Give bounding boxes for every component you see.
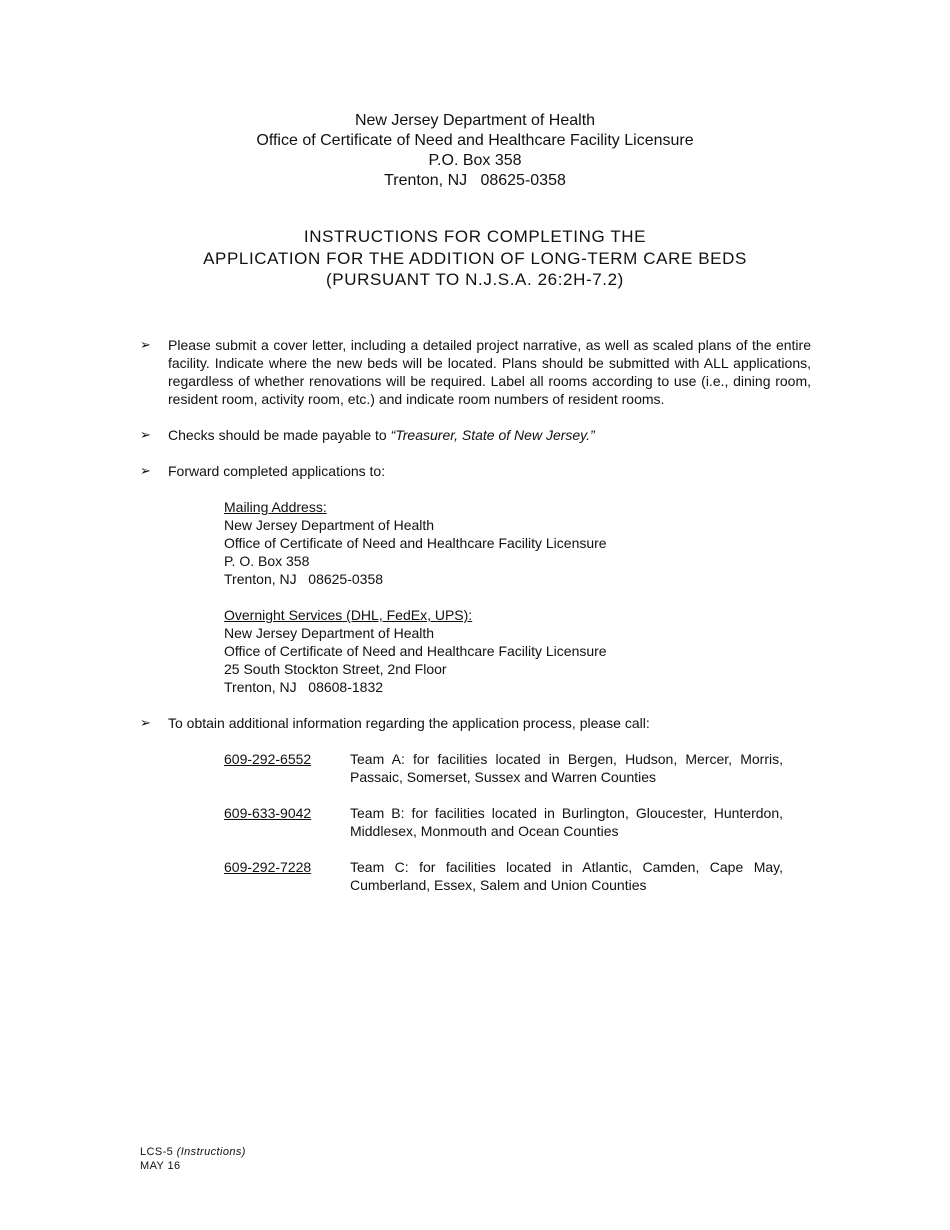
mailing-address-line: P. O. Box 358 bbox=[224, 553, 310, 569]
overnight-address-heading: Overnight Services (DHL, FedEx, UPS): bbox=[224, 607, 473, 623]
overnight-address-line: Trenton, NJ 08608-1832 bbox=[224, 679, 384, 695]
phone-team-description: Team C: for facilities located in Atlantic, Camden, Cape May, Cumberland, Essex, Salem and Union Counties bbox=[350, 859, 783, 893]
phone-number: 609-292-6552 bbox=[224, 751, 312, 767]
mailing-address-line: New Jersey Department of Health bbox=[224, 517, 435, 533]
phone-number: 609-633-9042 bbox=[224, 805, 312, 821]
arrow-bullet-icon: ➢ bbox=[140, 427, 151, 442]
phone-contact-row bbox=[224, 858, 783, 894]
overnight-address-line: 25 South Stockton Street, 2nd Floor bbox=[224, 661, 447, 677]
title-line-3: (PURSUANT TO N.J.S.A. 26:2H-7.2) bbox=[326, 270, 624, 289]
form-code: LCS-5 bbox=[140, 1146, 177, 1158]
phone-team-description: Team A: for facilities located in Bergen, Hudson, Mercer, Morris, Passaic, Somerset, Sussex and Warren Counties bbox=[350, 751, 783, 785]
arrow-bullet-icon: ➢ bbox=[140, 715, 151, 730]
title-line-2: APPLICATION FOR THE ADDITION OF LONG-TERM CARE BEDS bbox=[203, 248, 747, 268]
phone-contact-row bbox=[224, 750, 783, 786]
instruction-obtain-info bbox=[140, 714, 811, 732]
letterhead-office: Office of Certificate of Need and Healthcare Facility Licensure bbox=[256, 132, 694, 149]
obtain-info-text: To obtain additional information regarding the application process, please call: bbox=[168, 715, 650, 731]
instruction-forward bbox=[140, 462, 811, 480]
checks-payee: “Treasurer, State of New Jersey.” bbox=[390, 427, 595, 443]
form-date: MAY 16 bbox=[140, 1160, 181, 1172]
overnight-address-line: New Jersey Department of Health bbox=[224, 625, 435, 641]
phone-number: 609-292-7228 bbox=[224, 859, 312, 875]
overnight-address bbox=[224, 606, 811, 696]
letterhead bbox=[0, 111, 950, 191]
arrow-bullet-icon: ➢ bbox=[140, 337, 151, 352]
cover-letter-text: Please submit a cover letter, including a detailed project narrative, as well as scaled plans of the entire facility. Indicate where the new beds will be located. Plans should be submitted with ALL applications, regardless of whether renovations will be required. Label all rooms according to use (i.e., dining room, resident room, activity room, etc.) and indicate room numbers of resident rooms. bbox=[168, 337, 811, 407]
instruction-checks bbox=[140, 426, 811, 444]
document-title bbox=[0, 226, 950, 291]
form-type: (Instructions) bbox=[176, 1146, 246, 1158]
checks-text: Checks should be made payable to bbox=[168, 427, 391, 443]
title-line-1: INSTRUCTIONS FOR COMPLETING THE bbox=[303, 227, 647, 246]
letterhead-city-zip: Trenton, NJ 08625-0358 bbox=[384, 172, 566, 189]
forward-text: Forward completed applications to: bbox=[168, 463, 386, 479]
mailing-address-heading: Mailing Address: bbox=[224, 499, 327, 515]
mailing-address bbox=[224, 498, 811, 588]
phone-contact-row bbox=[224, 804, 783, 840]
letterhead-po-box: P.O. Box 358 bbox=[428, 152, 522, 169]
overnight-address-line: Office of Certificate of Need and Healthcare Facility Licensure bbox=[224, 643, 607, 659]
phone-contacts bbox=[224, 750, 783, 894]
letterhead-department: New Jersey Department of Health bbox=[354, 112, 596, 129]
phone-team-description: Team B: for facilities located in Burlington, Gloucester, Hunterdon, Middlesex, Monmouth and Ocean Counties bbox=[350, 805, 783, 839]
page-footer bbox=[140, 1145, 246, 1173]
mailing-address-line: Office of Certificate of Need and Healthcare Facility Licensure bbox=[224, 535, 607, 551]
mailing-address-line: Trenton, NJ 08625-0358 bbox=[224, 571, 384, 587]
instructions-body bbox=[140, 336, 811, 912]
instruction-cover-letter bbox=[140, 336, 811, 408]
arrow-bullet-icon: ➢ bbox=[140, 463, 151, 478]
